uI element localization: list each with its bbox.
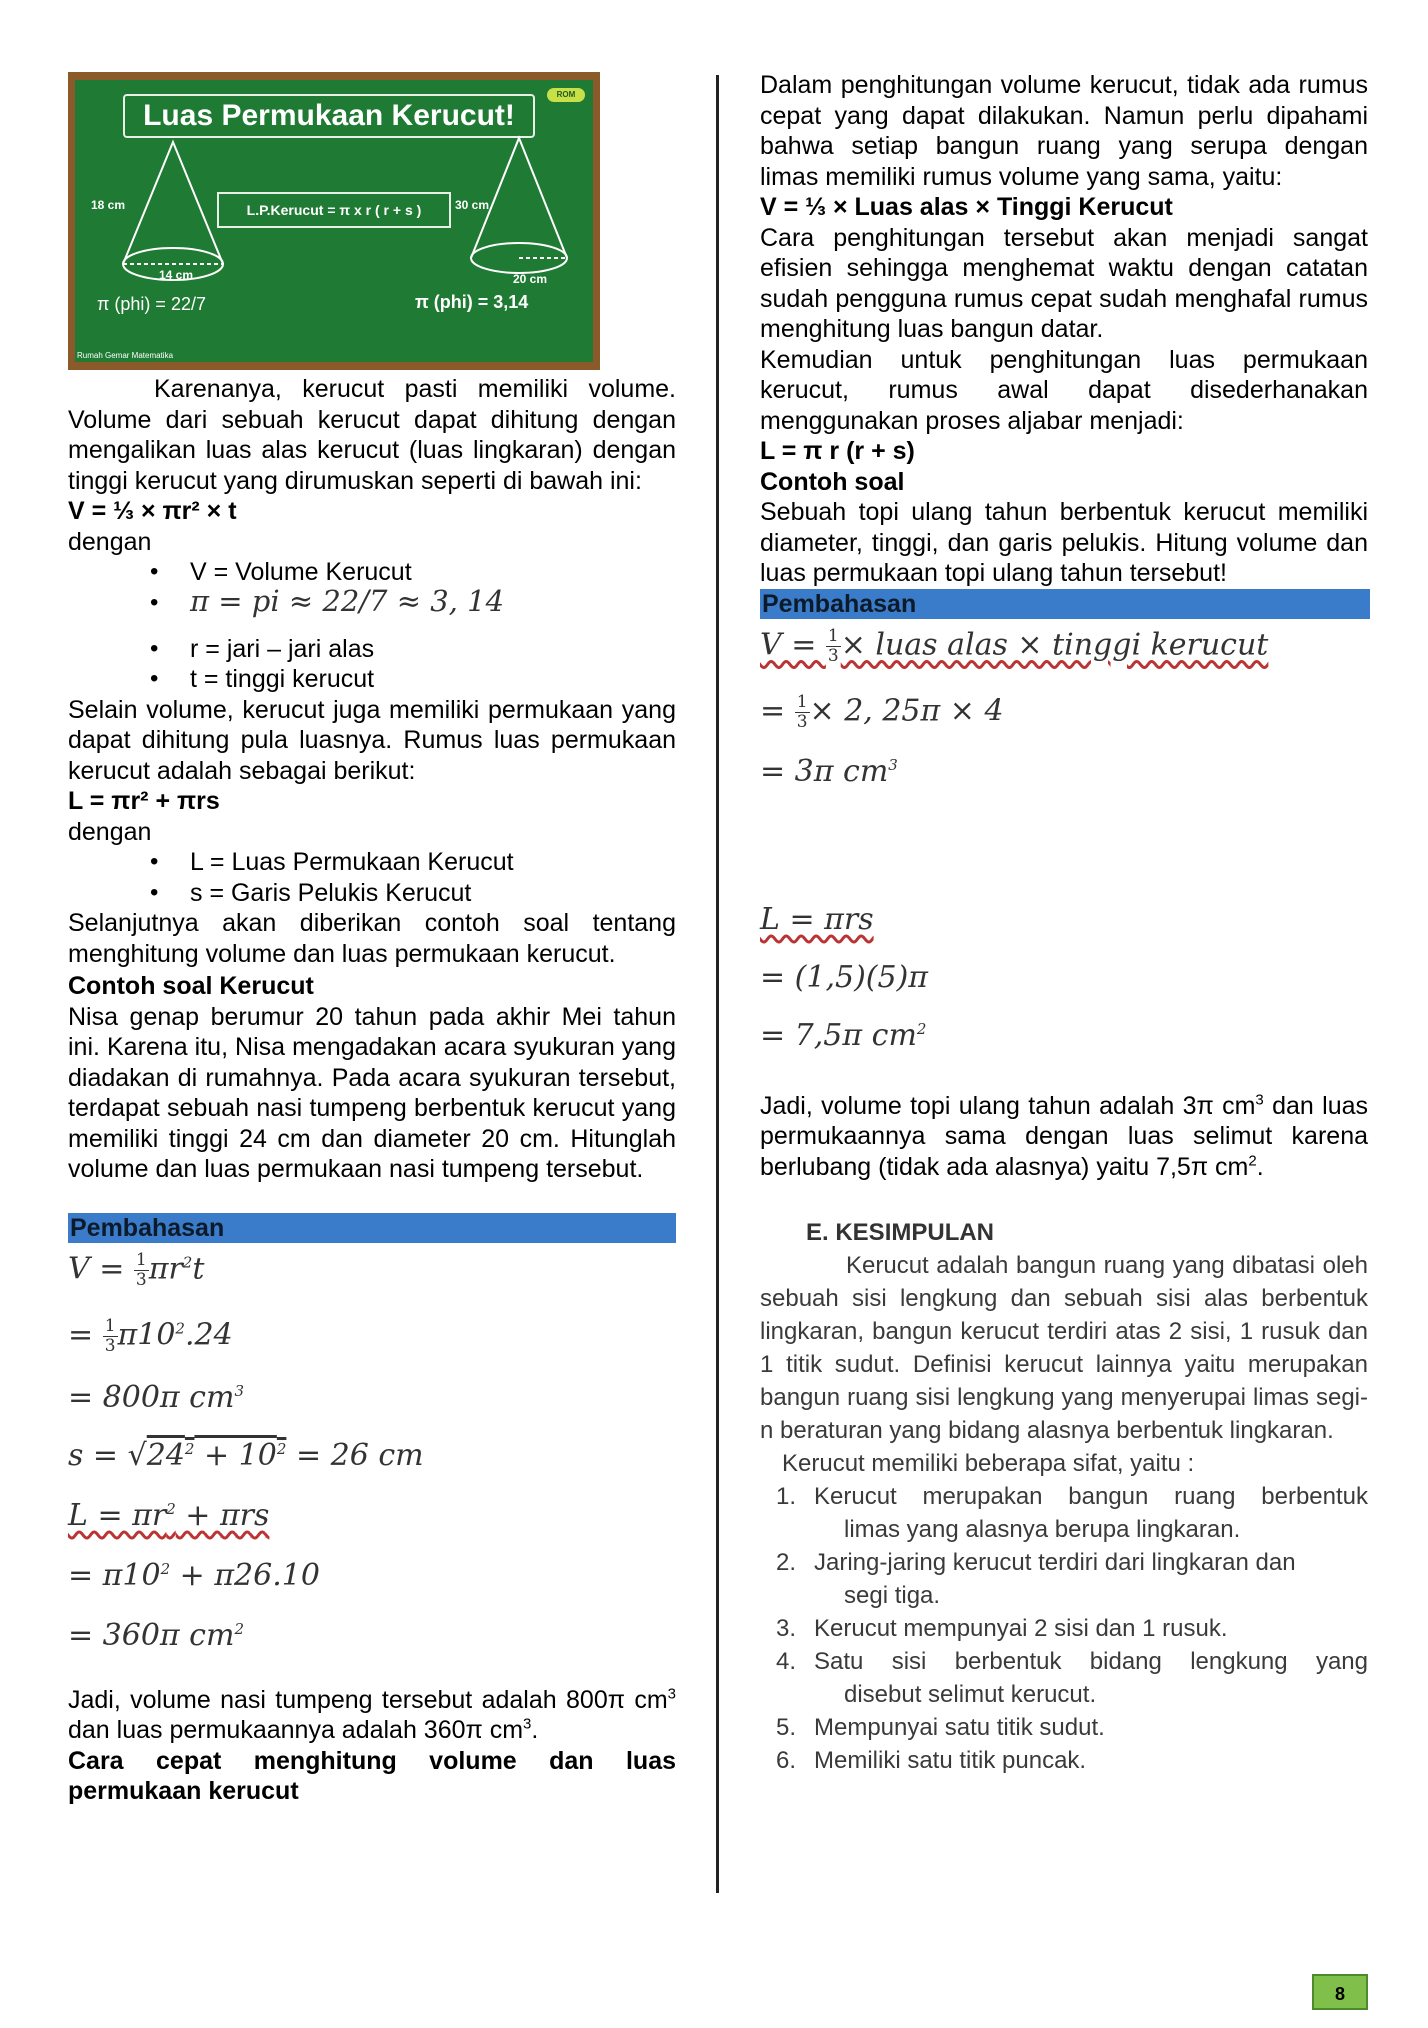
math-line: = $\pi 10^2 + \pi 26.10$ xyxy=(68,1557,320,1593)
volume-formula: V = ⅓ × πr² × t xyxy=(68,497,237,525)
math-line: = $\frac{1}{3}$ × 2, 25π × 4 xyxy=(760,691,1004,732)
right-contoh-heading: Contoh soal xyxy=(760,467,905,496)
right-paragraph-intro: Dalam penghitungan volume kerucut, tidak ada rumus cepat yang dapat dilakukan. Namun perlu dipahami bahwa setiap bangun ruang yang serupa dengan limas memiliki rumus volume yang sama, yaitu: xyxy=(760,71,1368,191)
math-line: = (1,5)(5)π xyxy=(760,959,929,995)
rom-badge: ROM xyxy=(547,88,585,102)
right-paragraph-efficiency: Cara penghitungan tersebut akan menjadi sangat efisien sehingga menghemat waktu dengan catatan sudah pengguna rumus cepat sudah menghafal rumus menghitung luas bangun datar. xyxy=(760,223,1368,343)
chalkboard xyxy=(75,80,593,362)
sifat-item: 4. Satu sisi berbentuk bidang lengkung yang disebut selimut kerucut. xyxy=(776,1647,1368,1708)
board-formula: L.P.Kerucut = π x r ( r + s ) xyxy=(217,192,451,228)
left-paragraph-transition: Selanjutnya akan diberikan contoh soal tentang menghitung volume dan luas permukaan kerucut. xyxy=(68,909,676,968)
math-line: L = πrs xyxy=(760,901,874,937)
dengan-label: dengan xyxy=(68,527,152,556)
left-problem-text: Nisa genap berumur 20 tahun pada akhir Mei tahun ini. Karena itu, Nisa mengadakan acara syukuran yang diadakan di rumahnya. Pada acara syukuran tersebut, terdapat sebuah nasi tumpeng berbentuk kerucut yang memiliki tinggi 24 cm dan diameter 20 cm. Hitunglah volume dan luas permukaan nasi tumpeng tersebut. xyxy=(68,1002,676,1183)
right-pembahasan-bar: Pembahasan xyxy=(760,589,1370,619)
math-line: V = $\frac{1}{3}$ × luas alas × tinggi kerucut xyxy=(760,625,1269,666)
math-line: = 3π $cm^3$ xyxy=(760,753,898,789)
dengan-label: dengan xyxy=(68,817,152,846)
surface-formula: L = πr² + πrs xyxy=(68,787,220,815)
sifat-item: 1. Kerucut merupakan bangun ruang berbentuk limas yang alasnya berupa lingkaran. xyxy=(776,1482,1368,1543)
pi-approx-formula: • π = pi ≈ 22/7 ≈ 3, 14 xyxy=(190,583,505,618)
right-diameter-label: 20 cm xyxy=(513,272,548,286)
kesimpulan-paragraph: Kerucut adalah bangun ruang yang dibatasi oleh sebuah sisi lengkung dan sebuah sisi alas berbentuk lingkaran, bangun kerucut terdiri atas 2 sisi, 1 rusuk dan 1 titik sudut. Definisi kerucut lainnya yaitu merupakan bangun ruang sisi lengkung yang menyerupai limas segi-n beraturan yang bidang alasnya berbentuk lingkaran. xyxy=(760,1251,1368,1444)
list-item: • s = Garis Pelukis Kerucut xyxy=(190,878,676,909)
list-item-pi xyxy=(190,583,676,634)
pi-fraction-label: π (phi) = 22/7 xyxy=(97,294,206,314)
right-column xyxy=(760,70,1368,1777)
page-number: 8 xyxy=(1312,1974,1368,2010)
math-line: $s = √24^2 + 10^2 = 26$ cm xyxy=(68,1437,424,1473)
volume-variable-list xyxy=(68,557,676,695)
left-column xyxy=(68,374,676,1807)
surface-variable-list xyxy=(68,847,676,908)
right-paragraph-surface: Kemudian untuk penghitungan luas permukaan kerucut, rumus awal dapat disederhanakan menggunakan proses aljabar menjadi: xyxy=(760,345,1368,435)
image-credit: Rumah Gemar Matematika xyxy=(77,351,174,360)
board-title: Luas Permukaan Kerucut! xyxy=(123,94,535,138)
pembahasan-bar: Pembahasan xyxy=(68,1213,676,1243)
left-paragraph-surface-intro: Selain volume, kerucut juga memiliki permukaan yang dapat dihitung pula luasnya. Rumus luas permukaan kerucut adalah sebagai berikut: xyxy=(68,695,676,785)
kesimpulan-heading: E. KESIMPULAN xyxy=(806,1219,995,1246)
column-divider xyxy=(716,75,719,1893)
sifat-item: 5. Mempunyai satu titik sudut. xyxy=(776,1713,1105,1741)
right-conclusion-text: Jadi, volume topi ulang tahun adalah 3π $cm^3$ dan luas permukaannya sama dengan luas selimut karena berlubang (tidak ada alasnya) yaitu 7,5π $cm^2$. xyxy=(760,1091,1369,1181)
list-item: • t = tinggi kerucut xyxy=(190,664,676,695)
right-surface-formula: L = π r (r + s) xyxy=(760,437,915,465)
left-paragraph-volume-intro: Karenanya, kerucut pasti memiliki volume. Volume dari sebuah kerucut dapat dihitung dengan mengalikan luas alas kerucut (luas lingkaran) dengan tinggi kerucut yang dirumuskan seperti di bawah ini: xyxy=(68,375,676,495)
math-line: = 7,5π $cm^2$ xyxy=(760,1017,927,1053)
sifat-item: 2. Jaring-jaring kerucut terdiri dari lingkaran dan segi tiga. xyxy=(776,1548,1296,1609)
math-line: V = $\frac{1}{3}$ $\pi r^2t$ xyxy=(68,1249,205,1290)
pi-decimal-label: π (phi) = 3,14 xyxy=(415,292,529,312)
list-item: • L = Luas Permukaan Kerucut xyxy=(190,847,676,878)
right-solution-math xyxy=(760,619,1368,1091)
sifat-item: 3. Kerucut mempunyai 2 sisi dan 1 rusuk. xyxy=(776,1614,1228,1642)
right-volume-formula: V = ⅓ × Luas alas × Tinggi Kerucut xyxy=(760,193,1173,221)
sifat-list xyxy=(760,1480,1368,1777)
list-item: • V = Volume Kerucut xyxy=(190,557,676,588)
left-solution-math xyxy=(68,1243,676,1685)
kesimpulan-section xyxy=(760,1218,1368,1777)
left-diameter-label: 14 cm xyxy=(159,268,194,282)
left-height-label: 18 cm xyxy=(91,198,126,212)
math-line: $L = \pi r^2 + \pi rs$ xyxy=(68,1497,270,1533)
sifat-item: 6. Memiliki satu titik puncak. xyxy=(776,1746,1087,1774)
math-line: = 360π $cm^2$ xyxy=(68,1617,244,1653)
cone-surface-area-image xyxy=(68,72,600,370)
math-line: = $\frac{1}{3}$ $\pi 10^2.24$ xyxy=(68,1315,233,1356)
contoh-heading: Contoh soal Kerucut xyxy=(68,972,314,1000)
sifat-intro: Kerucut memiliki beberapa sifat, yaitu : xyxy=(782,1449,1195,1477)
math-line: = 800π $cm^3$ xyxy=(68,1379,244,1415)
right-problem-text: Sebuah topi ulang tahun berbentuk kerucut memiliki diameter, tinggi, dan garis pelukis. Hitung volume dan luas permukaan topi ulang tahun tersebut! xyxy=(760,498,1368,587)
cara-cepat-heading: Cara cepat menghitung volume dan luas permukaan kerucut xyxy=(68,1746,676,1805)
list-item: • r = jari – jari alas xyxy=(190,634,676,665)
right-height-label: 30 cm xyxy=(455,198,490,212)
left-conclusion-text: Jadi, volume nasi tumpeng tersebut adalah 800π $cm^3$ dan luas permukaannya adalah 360π $cm^3$. xyxy=(68,1685,676,1744)
